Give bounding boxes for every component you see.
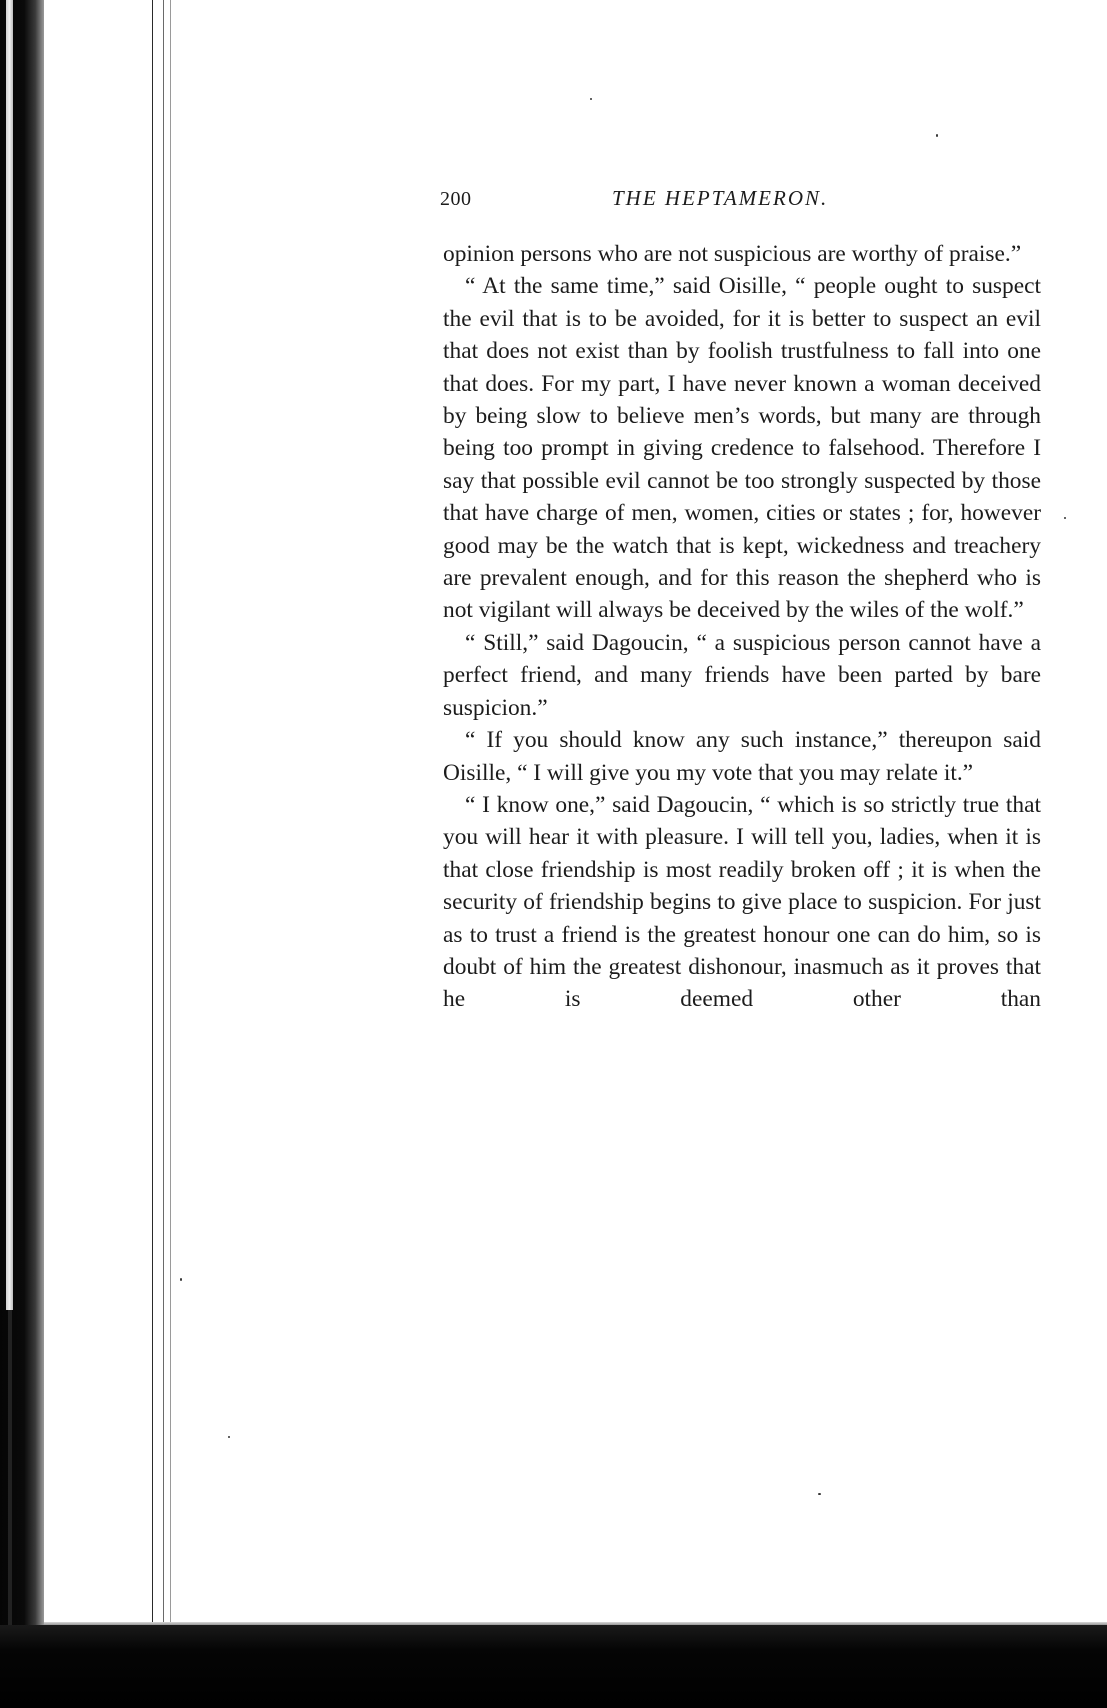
paragraph: “ Still,” said Dagoucin, “ a suspicious person cannot have a perfect friend, and many friends have been parted by bare suspicion.” (443, 629, 1041, 721)
scan-speck (228, 1436, 230, 1438)
running-head (440, 188, 1040, 218)
scan-speck (180, 1278, 182, 1281)
scan-bottom-shadow (0, 1625, 1107, 1708)
scan-speck (1064, 517, 1066, 519)
paragraph: “ I know one,” said Dagoucin, “ which is so strictly true that you will hear it with pleasure. I will tell you, ladies, when it is that close friendship is most readily broken off ; it is when the security of friendship begins to give place to suspicion. For just as to trust a friend is the greatest honour one can do him, so is doubt of him the greatest dishonour, inasmuch as it proves that he is deemed other than (443, 791, 1041, 1013)
book-spine-highlight (6, 0, 13, 1310)
paragraph: opinion persons who are not suspicious are worthy of praise.” (443, 241, 1022, 267)
page-number: 200 (440, 188, 472, 210)
running-title: THE HEPTAMERON. (612, 186, 829, 210)
scan-speck (818, 1493, 821, 1495)
scan-speck (936, 134, 938, 137)
page-edge-line (163, 0, 164, 1640)
paragraph: “ At the same time,” said Oisille, “ people ought to suspect the evil that is to be avoided, for it is better to suspect an evil that does not exist than by foolish trustfulness to fall into one that does. For my part, I have never known a woman deceived by being slow to believe men’s words, but many are through being too prompt in giving credence to falsehood. Therefore I say that possible evil cannot be too strongly suspected by those that have charge of men, women, cities or states ; for, however good may be the watch that is kept, wickedness and treachery are prevalent enough, and for this reason the shepherd who is not vigilant will always be deceived by the wiles of the wolf.” (443, 273, 1041, 624)
page-edge-line (152, 0, 153, 1640)
scan-speck (590, 98, 592, 100)
page-edge-line (170, 0, 171, 1640)
body-text (443, 238, 1041, 1016)
paragraph: “ If you should know any such instance,” thereupon said Oisille, “ I will give you my vote that you may relate it.” (443, 727, 1041, 786)
book-spine-lower (8, 1310, 12, 1640)
